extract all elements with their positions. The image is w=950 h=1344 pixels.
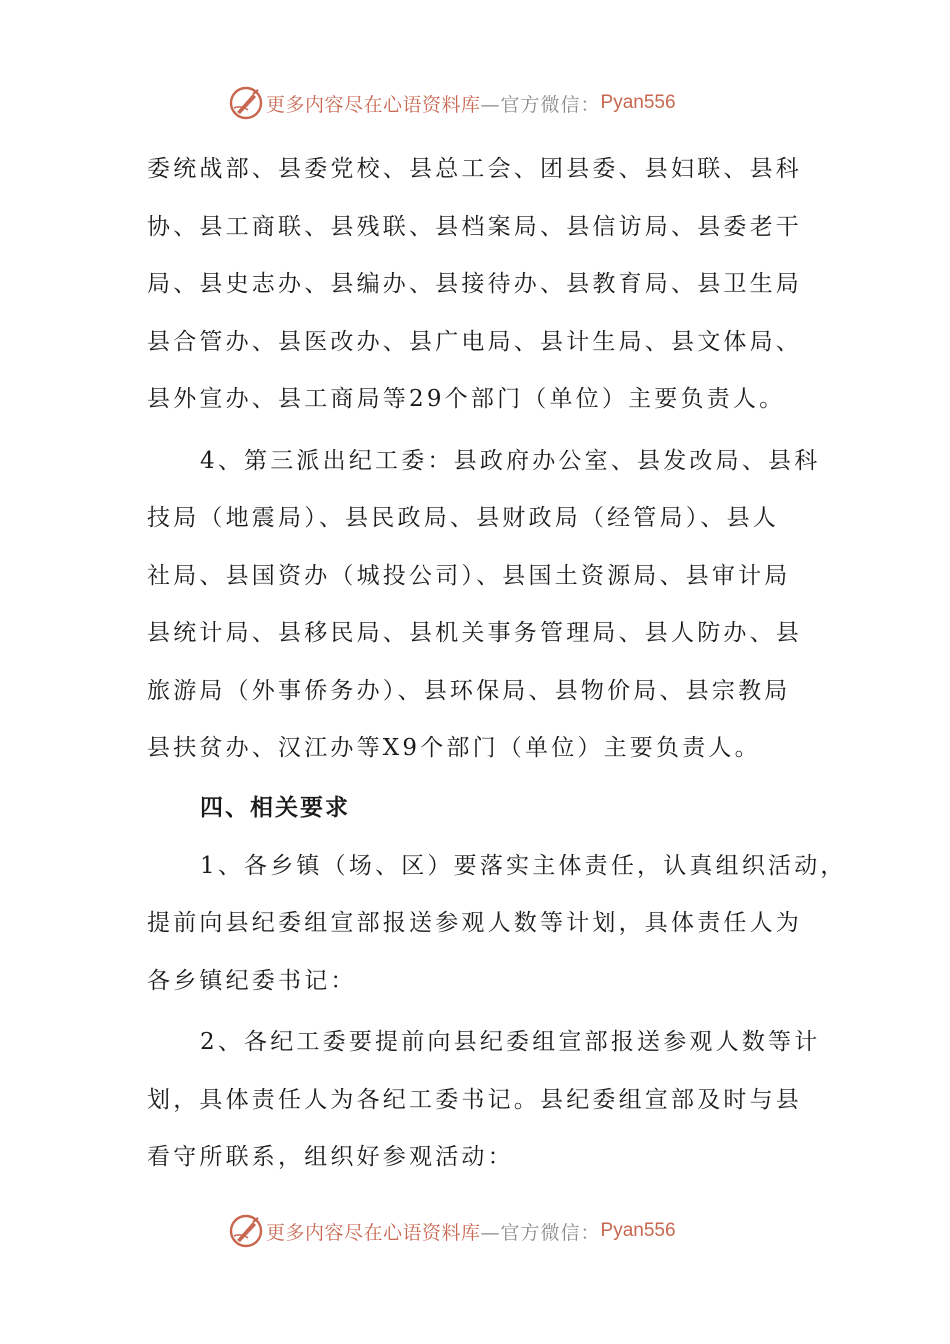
header-banner [228,83,676,123]
paragraph-4 [147,1014,827,1187]
text-line: 县合管办、县医改办、县广电局、县计生局、县文体局、 [147,328,802,355]
banner-wechat-id: Pyan556 [600,92,676,113]
text-line: 4、第三派出纪工委：县政府办公室、县发改局、县科 [200,447,821,474]
text-line: 县外宣办、县工商局等29个部门（单位）主要负责人。 [147,386,786,412]
quill-logo-icon [228,85,264,121]
banner-separator: —官方微信： [480,1221,601,1244]
banner-wechat-id: Pyan556 [600,1220,676,1241]
text-line: 各乡镇纪委书记： [147,967,357,994]
paragraph-2 [147,433,827,778]
text-line: 提前向县纪委组宣部报送参观人数等计划，具体责任人为 [147,910,802,936]
footer-banner [228,1211,676,1251]
banner-separator: —官方微信： [480,93,601,116]
text-line: 协、县工商联、县残联、县档案局、县信访局、县委老干 [147,213,802,240]
text-line: 1、各乡镇（场、区）要落实主体责任，认真组织活动， [200,852,847,879]
text-line: 县扶贫办、汉江办等X9个部门（单位）主要负责人。 [147,735,761,761]
banner-text: 更多内容尽在心语资料库 [266,93,481,116]
document-body [147,141,847,1187]
text-line: 看守所联系，组织好参观活动： [147,1144,514,1170]
section-heading: 四、相关要求 [200,794,350,821]
text-line: 旅游局（外事侨务办）、县环保局、县物价局、县宗教局 [147,677,791,704]
paragraph-1 [147,141,827,429]
banner-text: 更多内容尽在心语资料库 [266,1221,481,1244]
text-line: 委统战部、县委党校、县总工会、团县委、县妇联、县科 [147,156,802,182]
quill-logo-icon [228,1213,264,1249]
text-line: 技局（地震局）、县民政局、县财政局（经管局）、县人 [147,505,779,531]
text-line: 2、各纪工委要提前向县纪委组宣部报送参观人数等计 [200,1029,821,1055]
paragraph-3 [147,838,847,1011]
text-line: 划，具体责任人为各纪工委书记。县纪委组宣部及时与县 [147,1086,802,1113]
text-line: 社局、县国资办（城投公司）、县国土资源局、县审计局 [147,562,791,589]
text-line: 县统计局、县移民局、县机关事务管理局、县人防办、县 [147,620,802,646]
text-line: 局、县史志办、县编办、县接待办、县教育局、县卫生局 [147,271,802,297]
